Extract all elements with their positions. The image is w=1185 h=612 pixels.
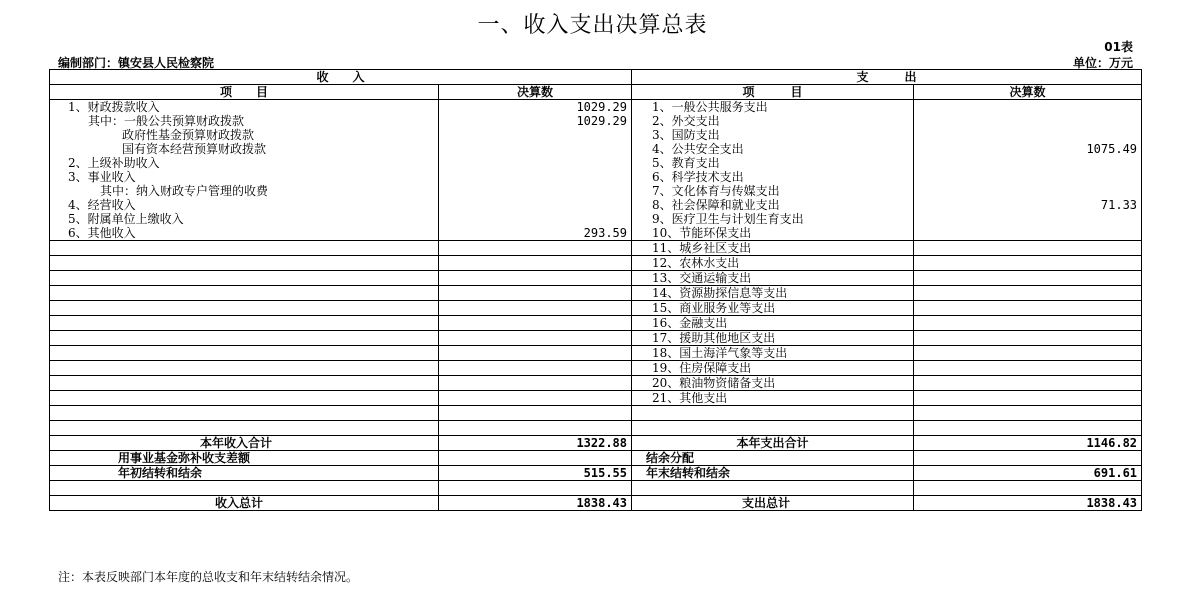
expense-item-cell: 13、交通运输支出: [632, 271, 914, 286]
begin-balance-value: 515.55: [439, 466, 632, 481]
income-amount-cell: [439, 421, 632, 436]
income-amount-cell: [439, 391, 632, 406]
expense-amount-header: 决算数: [914, 85, 1142, 100]
income-item-cell: [50, 286, 439, 301]
expense-amount-cell: [914, 256, 1142, 271]
empty-cell: [914, 481, 1142, 496]
income-item-header: 项 目: [50, 85, 439, 100]
expense-amount-cell: [914, 271, 1142, 286]
expense-amount-cell: [914, 331, 1142, 346]
income-item-cell: [50, 241, 439, 256]
income-item-cell: [50, 331, 439, 346]
expense-amount-cell: [914, 170, 1142, 184]
expense-item-cell: [632, 421, 914, 436]
end-balance-value: 691.61: [914, 466, 1142, 481]
income-amount-cell: [439, 142, 632, 156]
expense-amount-cell: [914, 376, 1142, 391]
expense-amount-cell: [914, 114, 1142, 128]
expense-item-cell: 8、社会保障和就业支出: [632, 198, 914, 212]
expense-item-cell: 7、文化体育与传媒支出: [632, 184, 914, 198]
expense-item-cell: 6、科学技术支出: [632, 170, 914, 184]
table-row: [50, 391, 1142, 406]
table-row: [50, 212, 1142, 226]
expense-amount-cell: 1075.49: [914, 142, 1142, 156]
page-title: 一、收入支出决算总表: [477, 13, 708, 38]
income-item-cell: [50, 376, 439, 391]
expense-year-total-label: 本年支出合计: [632, 436, 914, 451]
table-row: [50, 406, 1142, 421]
expense-amount-cell: [914, 421, 1142, 436]
expense-item-cell: 9、医疗卫生与计划生育支出: [632, 212, 914, 226]
expense-amount-cell: [914, 241, 1142, 256]
income-amount-cell: [439, 286, 632, 301]
income-amount-cell: [439, 198, 632, 212]
expense-item-cell: 1、一般公共服务支出: [632, 100, 914, 115]
surplus-label: 结余分配: [632, 451, 914, 466]
income-item-cell: 其中：一般公共预算财政拨款: [50, 114, 439, 128]
fund-value: [439, 451, 632, 466]
expense-item-header: 项 目: [632, 85, 914, 100]
table-row: [50, 376, 1142, 391]
income-amount-cell: [439, 316, 632, 331]
table-row: [50, 156, 1142, 170]
income-amount-cell: [439, 170, 632, 184]
table-row: [50, 198, 1142, 212]
expense-item-cell: 17、援助其他地区支出: [632, 331, 914, 346]
budget-table: [49, 69, 1142, 511]
fund-label: 用事业基金弥补收支差额: [50, 451, 439, 466]
table-row: [50, 114, 1142, 128]
income-item-cell: 其中：纳入财政专户管理的收费: [50, 184, 439, 198]
empty-cell: [50, 481, 439, 496]
income-amount-cell: [439, 331, 632, 346]
expense-amount-cell: [914, 301, 1142, 316]
income-item-cell: 2、上级补助收入: [50, 156, 439, 170]
expense-amount-cell: [914, 184, 1142, 198]
expense-amount-cell: [914, 156, 1142, 170]
income-item-cell: 3、事业收入: [50, 170, 439, 184]
table-number: 01表: [1104, 40, 1133, 54]
income-item-cell: [50, 271, 439, 286]
income-amount-cell: 1029.29: [439, 114, 632, 128]
income-item-cell: [50, 256, 439, 271]
expense-year-total-value: 1146.82: [914, 436, 1142, 451]
income-amount-cell: [439, 156, 632, 170]
expense-amount-cell: [914, 286, 1142, 301]
table-row: [50, 346, 1142, 361]
begin-balance-label: 年初结转和结余: [50, 466, 439, 481]
empty-cell: [632, 481, 914, 496]
table-row: [50, 316, 1142, 331]
income-amount-cell: [439, 406, 632, 421]
expense-amount-cell: [914, 212, 1142, 226]
table-row: [50, 226, 1142, 241]
table-row: [50, 142, 1142, 156]
expense-amount-cell: [914, 391, 1142, 406]
expense-grand-total-value: 1838.43: [914, 496, 1142, 511]
expense-item-cell: 12、农林水支出: [632, 256, 914, 271]
income-amount-header: 决算数: [439, 85, 632, 100]
income-item-cell: 1、财政拨款收入: [50, 100, 439, 115]
income-amount-cell: [439, 241, 632, 256]
table-row: [50, 100, 1142, 115]
income-item-cell: [50, 346, 439, 361]
income-item-cell: [50, 406, 439, 421]
expense-amount-cell: [914, 128, 1142, 142]
expense-item-cell: 19、住房保障支出: [632, 361, 914, 376]
department-label: 编制部门：镇安县人民检察院: [58, 56, 215, 70]
surplus-value: [914, 451, 1142, 466]
income-item-cell: [50, 421, 439, 436]
expense-item-cell: 3、国防支出: [632, 128, 914, 142]
expense-amount-cell: 71.33: [914, 198, 1142, 212]
expense-item-cell: 15、商业服务业等支出: [632, 301, 914, 316]
income-item-cell: 5、附属单位上缴收入: [50, 212, 439, 226]
income-amount-cell: 1029.29: [439, 100, 632, 115]
income-item-cell: 国有资本经营预算财政拨款: [50, 142, 439, 156]
expense-amount-cell: [914, 100, 1142, 115]
income-amount-cell: [439, 212, 632, 226]
expense-amount-cell: [914, 406, 1142, 421]
income-amount-cell: [439, 256, 632, 271]
expense-item-cell: 4、公共安全支出: [632, 142, 914, 156]
expense-item-cell: 16、金融支出: [632, 316, 914, 331]
income-item-cell: 4、经营收入: [50, 198, 439, 212]
income-grand-total-label: 收入总计: [50, 496, 439, 511]
expense-amount-cell: [914, 226, 1142, 241]
expense-item-cell: [632, 406, 914, 421]
table-row: [50, 128, 1142, 142]
expense-item-cell: 11、城乡社区支出: [632, 241, 914, 256]
income-item-cell: [50, 316, 439, 331]
unit-label: 单位：万元: [1072, 56, 1133, 70]
expense-amount-cell: [914, 316, 1142, 331]
expense-header: 支 出: [632, 70, 1142, 85]
income-year-total-value: 1322.88: [439, 436, 632, 451]
income-item-cell: [50, 391, 439, 406]
footnote: 注：本表反映部门本年度的总收支和年末结转结余情况。: [58, 570, 359, 584]
income-amount-cell: 293.59: [439, 226, 632, 241]
income-amount-cell: [439, 376, 632, 391]
table-row: [50, 241, 1142, 256]
table-row: [50, 170, 1142, 184]
income-header: 收 入: [50, 70, 632, 85]
income-item-cell: [50, 361, 439, 376]
income-amount-cell: [439, 346, 632, 361]
income-amount-cell: [439, 301, 632, 316]
table-row: [50, 184, 1142, 198]
expense-item-cell: 5、教育支出: [632, 156, 914, 170]
income-amount-cell: [439, 184, 632, 198]
expense-item-cell: 10、节能环保支出: [632, 226, 914, 241]
expense-item-cell: 14、资源勘探信息等支出: [632, 286, 914, 301]
income-item-cell: 6、其他收入: [50, 226, 439, 241]
expense-item-cell: 18、国土海洋气象等支出: [632, 346, 914, 361]
income-year-total-label: 本年收入合计: [50, 436, 439, 451]
empty-cell: [439, 481, 632, 496]
table-row: [50, 331, 1142, 346]
expense-item-cell: 21、其他支出: [632, 391, 914, 406]
table-row: [50, 286, 1142, 301]
income-amount-cell: [439, 271, 632, 286]
expense-amount-cell: [914, 346, 1142, 361]
end-balance-label: 年末结转和结余: [632, 466, 914, 481]
income-grand-total-value: 1838.43: [439, 496, 632, 511]
expense-grand-total-label: 支出总计: [632, 496, 914, 511]
income-item-cell: 政府性基金预算财政拨款: [50, 128, 439, 142]
expense-item-cell: 2、外交支出: [632, 114, 914, 128]
table-row: [50, 256, 1142, 271]
table-row: [50, 301, 1142, 316]
table-row: [50, 271, 1142, 286]
expense-amount-cell: [914, 361, 1142, 376]
income-amount-cell: [439, 361, 632, 376]
table-row: [50, 421, 1142, 436]
income-amount-cell: [439, 128, 632, 142]
expense-item-cell: 20、粮油物资储备支出: [632, 376, 914, 391]
table-row: [50, 361, 1142, 376]
income-item-cell: [50, 301, 439, 316]
